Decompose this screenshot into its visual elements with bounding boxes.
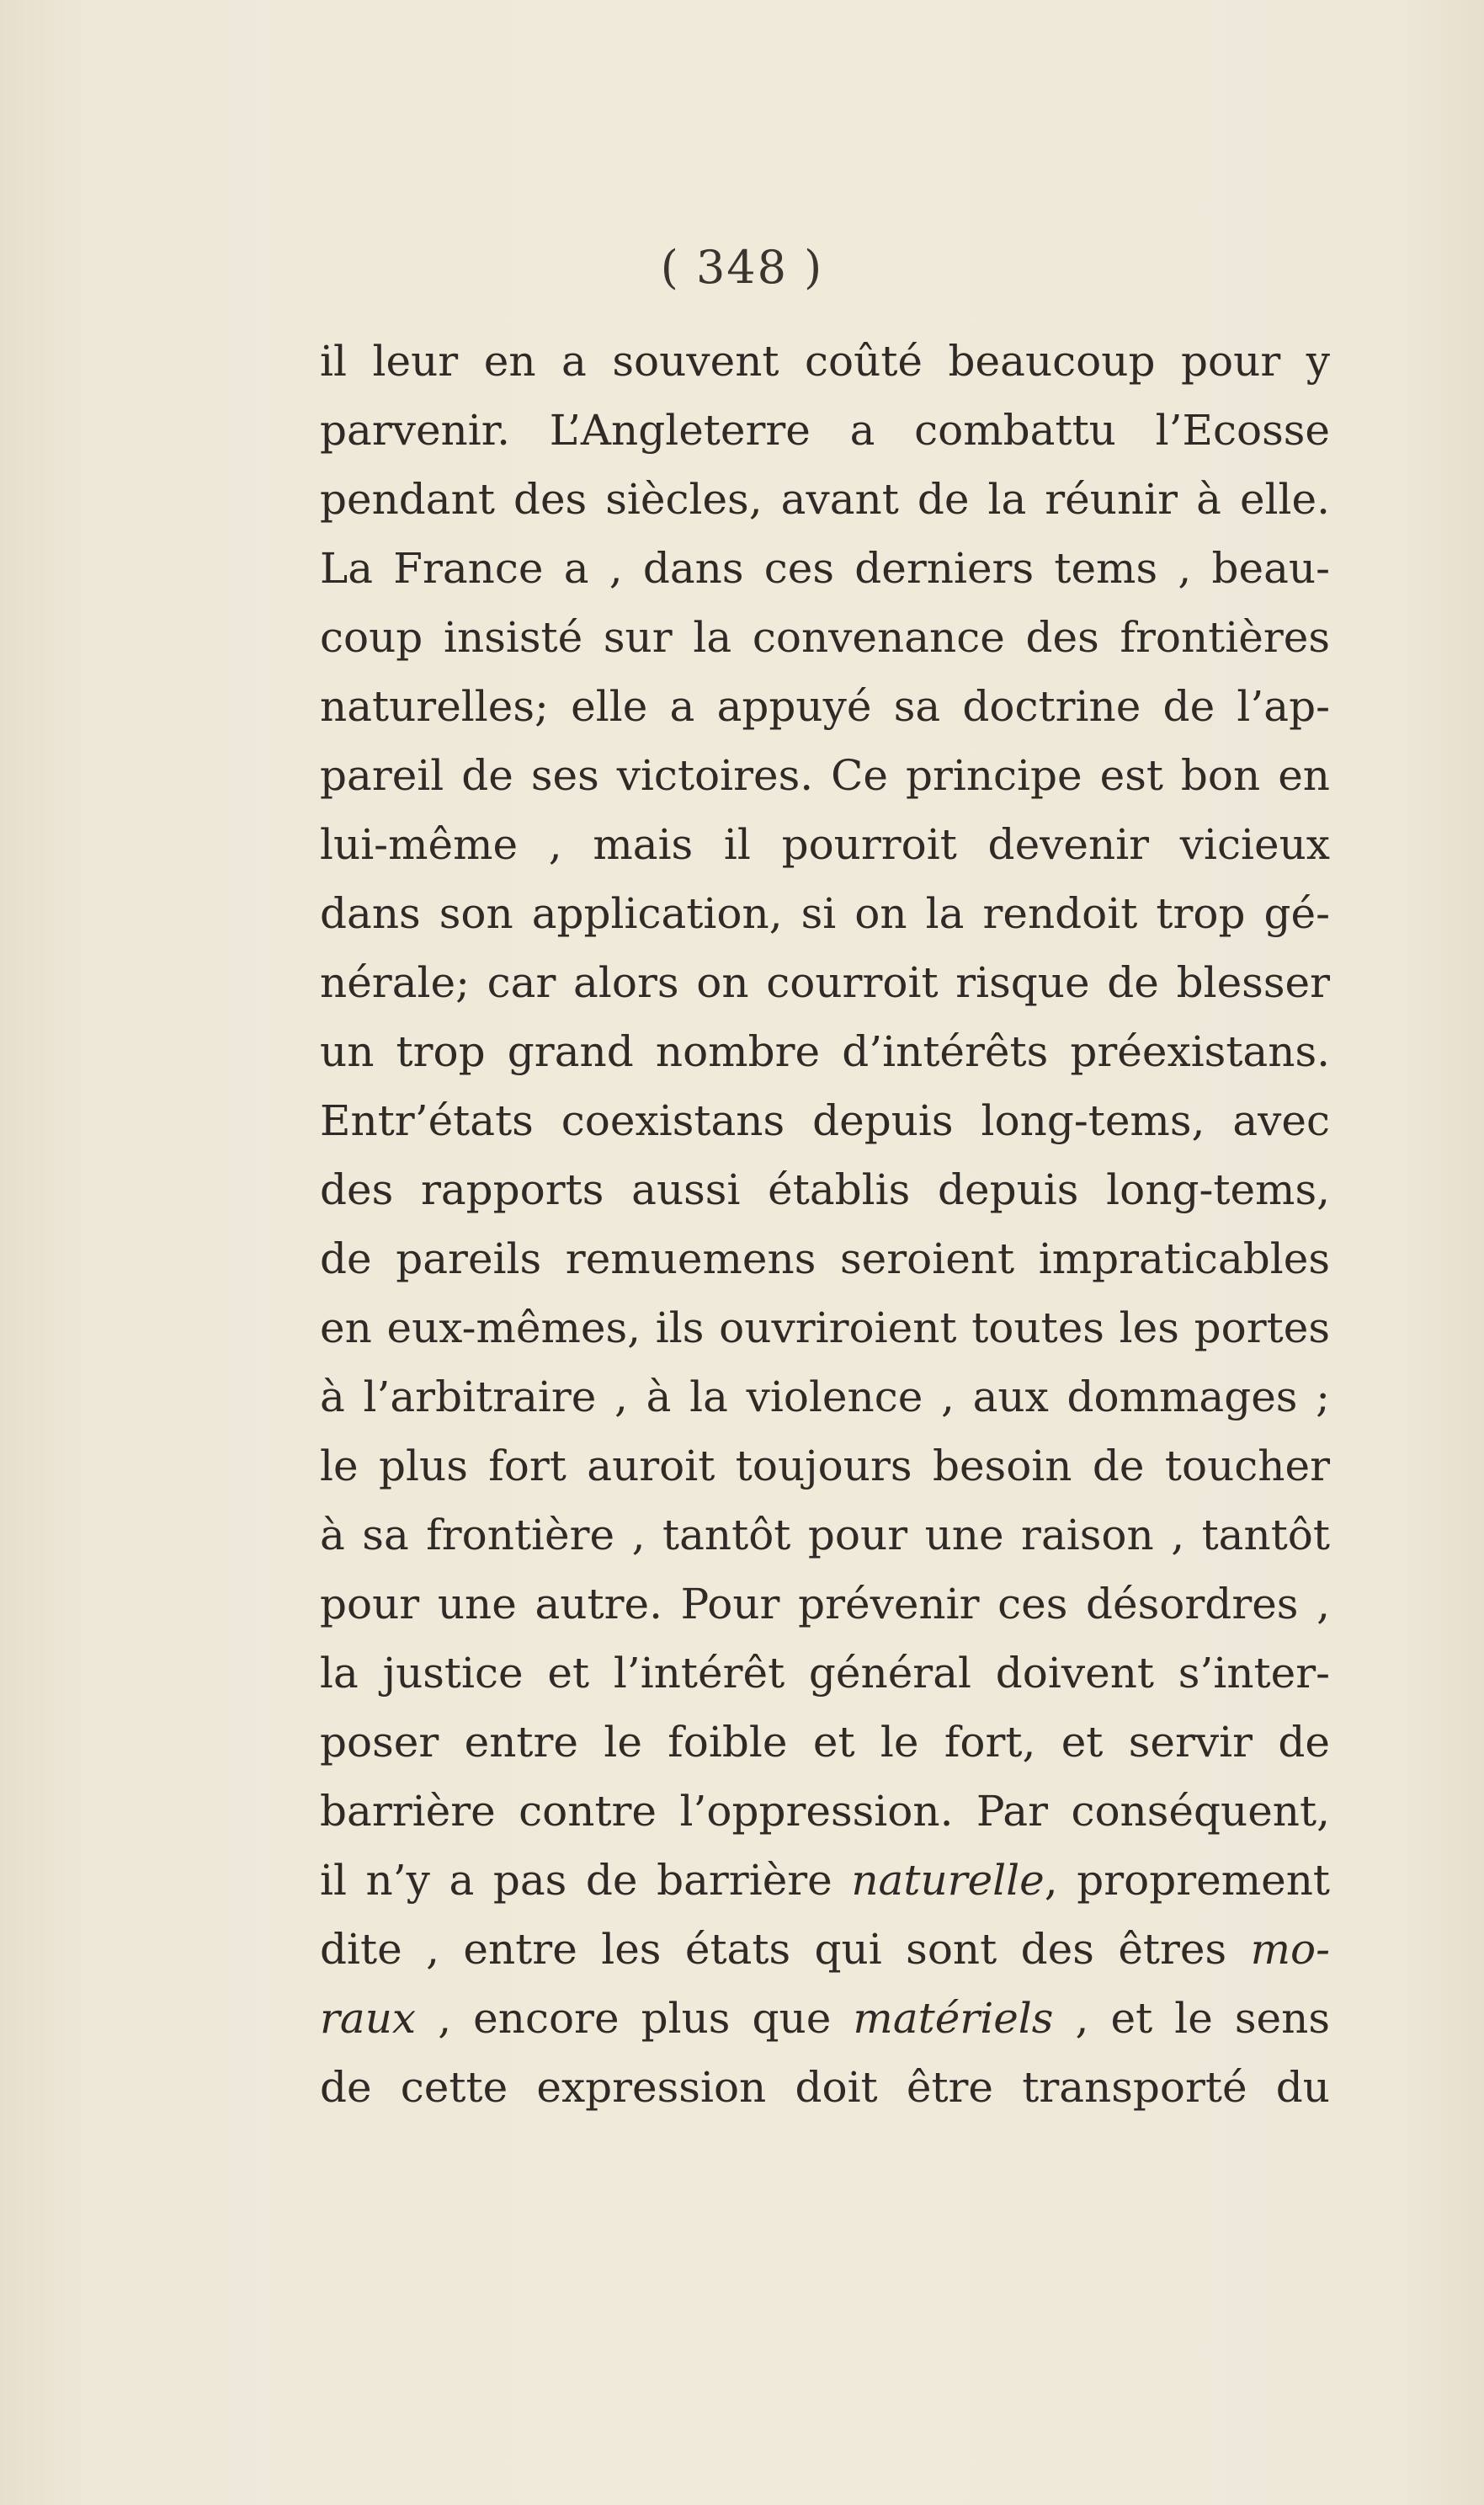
text-line: naturelles; elle a appuyé sa doctrine de l’ap- — [320, 682, 1330, 731]
text-line: pendant des siècles, avant de la réunir à elle. — [320, 475, 1330, 524]
text-line: poser entre le foible et le fort, et servir de — [320, 1718, 1330, 1767]
text-line: il n’y a pas de barrière naturelle, proprement — [320, 1856, 1331, 1905]
text-line: un trop grand nombre d’intérêts préexistans. — [320, 1027, 1330, 1076]
text-line: en eux-mêmes, ils ouvriroient toutes les portes — [320, 1303, 1330, 1352]
text-line: raux , encore plus que matériels , et le sens — [320, 1994, 1330, 2043]
text-line: dans son application, si on la rendoit trop gé- — [320, 889, 1330, 938]
body-text — [320, 327, 1330, 2122]
text-line: il leur en a souvent coûté beaucoup pour y — [320, 337, 1330, 386]
text-line: la justice et l’intérêt général doivent s’inter- — [320, 1649, 1330, 1698]
text-line: coup insisté sur la convenance des frontières — [320, 613, 1330, 662]
text-line: des rapports aussi établis depuis long-tems, — [320, 1165, 1330, 1214]
text-line: à l’arbitraire , à la violence , aux dommages ; — [320, 1372, 1330, 1421]
text-line: lui-même , mais il pourroit devenir vicieux — [320, 820, 1330, 869]
text-line: à sa frontière , tantôt pour une raison , tantôt — [320, 1511, 1330, 1559]
text-line: parvenir. L’Angleterre a combattu l’Ecosse — [320, 406, 1330, 455]
text-line: dite , entre les états qui sont des êtres mo- — [320, 1925, 1330, 1974]
text-line: pareil de ses victoires. Ce principe est bon en — [320, 751, 1330, 800]
text-line: La France a , dans ces derniers tems , beau- — [320, 544, 1330, 593]
text-line: Entr’états coexistans depuis long-tems, avec — [320, 1096, 1330, 1145]
text-line: le plus fort auroit toujours besoin de toucher — [320, 1442, 1330, 1490]
page-number: ( 348 ) — [660, 241, 824, 294]
text-line: nérale; car alors on courroit risque de blesser — [320, 958, 1330, 1007]
text-line: pour une autre. Pour prévenir ces désordres , — [320, 1580, 1330, 1628]
text-line: de pareils remuemens seroient impraticables — [320, 1234, 1330, 1283]
text-line: barrière contre l’oppression. Par conséquent, — [320, 1787, 1330, 1836]
text-line: de cette expression doit être transporté du — [320, 2063, 1330, 2112]
